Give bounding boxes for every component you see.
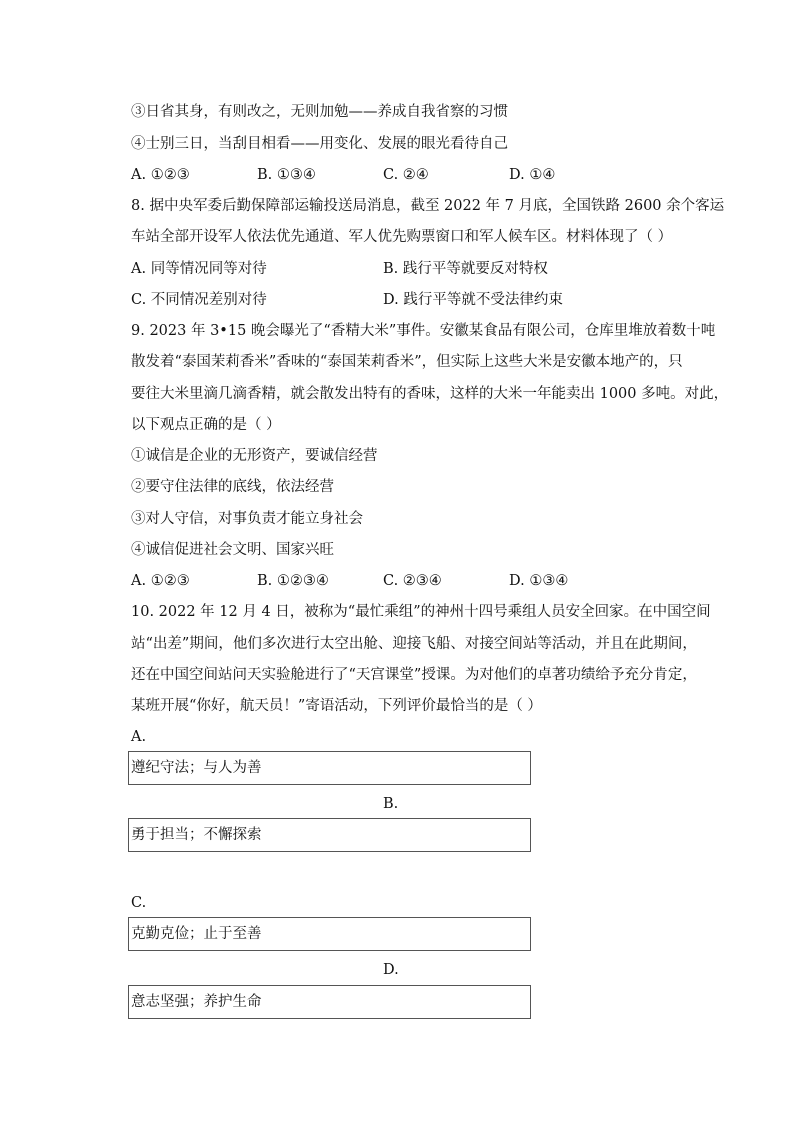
q10-option-c-box[interactable]: 克勤克俭；止于至善	[128, 917, 531, 951]
q9-stem-line-1: 9. 2023 年 3•15 晚会曝光了“香精大米”事件。安徽某食品有限公司，仓库里堆放着数十吨	[131, 323, 716, 339]
q7-item-4: ④士别三日，当刮目相看——用变化、发展的眼光看待自己	[131, 136, 508, 152]
q8-option-a[interactable]: A. 同等情况同等对待	[131, 261, 267, 277]
q10-stem-line-1: 10. 2022 年 12 月 4 日，被称为“最忙乘组”的神州十四号乘组人员安全回家。在中国空间	[131, 604, 711, 620]
q9-option-b[interactable]: B. ①②③④	[257, 573, 329, 589]
q10-option-b-box[interactable]: 勇于担当；不懈探索	[128, 818, 531, 852]
q10-stem-line-4: 某班开展“你好，航天员！”寄语活动，下列评价最恰当的是（ ）	[131, 698, 542, 714]
q9-item-2: ②要守住法律的底线，依法经营	[131, 479, 334, 495]
q8-stem-line-2: 车站全部开设军人依法优先通道、军人优先购票窗口和军人候车区。材料体现了（ ）	[131, 229, 673, 245]
q10-stem-line-2: 站“出差”期间，他们多次进行太空出舱、迎接飞船、对接空间站等活动，并且在此期间，	[131, 636, 697, 652]
q10-option-b-label: B.	[383, 796, 399, 812]
q9-option-a[interactable]: A. ①②③	[131, 573, 190, 589]
q9-stem-line-4: 以下观点正确的是（ ）	[131, 417, 281, 433]
q9-option-d[interactable]: D. ①③④	[509, 573, 569, 589]
q10-option-c-label: C.	[131, 895, 147, 911]
q10-option-d-box[interactable]: 意志坚强；养护生命	[128, 985, 531, 1019]
q10-option-a-box[interactable]: 遵纪守法；与人为善	[128, 751, 531, 785]
q8-option-d[interactable]: D. 践行平等就不受法律约束	[383, 292, 563, 308]
q9-option-c[interactable]: C. ②③④	[383, 573, 442, 589]
q7-option-b[interactable]: B. ①③④	[257, 167, 316, 183]
q9-item-1: ①诚信是企业的无形资产，要诚信经营	[131, 448, 378, 464]
q8-stem-line-1: 8. 据中央军委后勤保障部运输投送局消息，截至 2022 年 7 月底，全国铁路 2600 余个客运	[131, 198, 725, 214]
q9-item-4: ④诚信促进社会文明、国家兴旺	[131, 542, 334, 558]
q8-option-b[interactable]: B. 践行平等就要反对特权	[383, 261, 548, 277]
q7-option-d[interactable]: D. ①④	[509, 167, 556, 183]
q7-option-a[interactable]: A. ①②③	[131, 167, 190, 183]
q9-stem-line-2: 散发着“泰国茉莉香米”香味的“泰国茉莉香米”，但实际上这些大米是安徽本地产的，只	[131, 354, 683, 370]
q9-item-3: ③对人守信，对事负责才能立身社会	[131, 511, 363, 527]
q9-stem-line-3: 要往大米里滴几滴香精，就会散发出特有的香味，这样的大米一年能卖出 1000 多吨。对此，	[131, 386, 729, 402]
q7-item-3: ③日省其身，有则改之，无则加勉——养成自我省察的习惯	[131, 104, 508, 120]
q7-option-c[interactable]: C. ②④	[383, 167, 429, 183]
q10-option-d-label: D.	[383, 962, 399, 978]
q8-option-c[interactable]: C. 不同情况差别对待	[131, 292, 267, 308]
q10-stem-line-3: 还在中国空间站问天实验舱进行了“天宫课堂”授课。为对他们的卓著功绩给予充分肯定，	[131, 667, 697, 683]
q10-option-a-label: A.	[131, 729, 147, 745]
